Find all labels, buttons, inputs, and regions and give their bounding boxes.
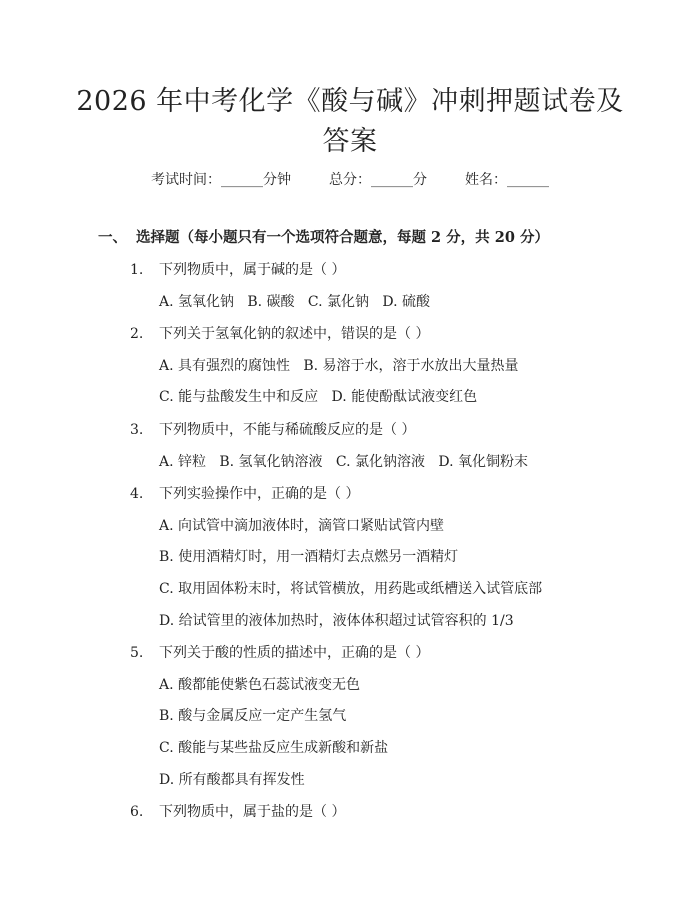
exam-time-field: 考试时间：______分钟 xyxy=(151,172,291,188)
question-stem: 下列物质中，属于盐的是（ ） xyxy=(159,804,346,820)
question-2-options-ab: A. 具有强烈的腐蚀性 B. 易溶于水，溶于水放出大量热量 xyxy=(159,358,519,374)
question-stem: 下列关于酸的性质的描述中，正确的是（ ） xyxy=(159,645,430,661)
section-number: 一、 xyxy=(98,229,127,246)
question-stem: 下列关于氢氧化钠的叙述中，错误的是（ ） xyxy=(159,326,430,342)
question-number: 5. xyxy=(130,645,144,661)
question-stem: 下列实验操作中，正确的是（ ） xyxy=(159,486,360,502)
question-4-option-a: A. 向试管中滴加液体时，滴管口紧贴试管内壁 xyxy=(159,518,445,534)
question-5-option-b: B. 酸与金属反应一定产生氢气 xyxy=(159,708,347,724)
question-5 xyxy=(130,643,429,663)
question-4 xyxy=(130,484,359,504)
question-5-option-d: D. 所有酸都具有挥发性 xyxy=(159,772,305,788)
question-1 xyxy=(130,260,345,280)
question-3-options: A. 锌粒 B. 氢氧化钠溶液 C. 氯化钠溶液 D. 氧化铜粉末 xyxy=(159,454,528,470)
name-field: 姓名：______ xyxy=(465,172,549,188)
question-stem: 下列物质中，属于碱的是（ ） xyxy=(159,262,346,278)
title-line-1: 2026 年中考化学《酸与碱》冲刺押题试卷及 xyxy=(76,86,624,117)
question-number: 4. xyxy=(130,486,144,502)
question-number: 2. xyxy=(130,326,144,342)
exam-title xyxy=(70,82,630,162)
question-stem: 下列物质中，不能与稀硫酸反应的是（ ） xyxy=(159,422,416,438)
question-6 xyxy=(130,802,345,822)
question-3 xyxy=(130,420,415,440)
question-4-option-b: B. 使用酒精灯时，用一酒精灯去点燃另一酒精灯 xyxy=(159,549,459,565)
question-number: 3. xyxy=(130,422,144,438)
question-5-option-a: A. 酸都能使紫色石蕊试液变无色 xyxy=(159,677,361,693)
title-line-2: 答案 xyxy=(322,126,378,157)
total-score-field: 总分：______分 xyxy=(329,172,427,188)
question-number: 1. xyxy=(130,262,144,278)
question-4-option-d: D. 给试管里的液体加热时，液体体积超过试管容积的 1/3 xyxy=(159,613,514,629)
question-2-options-cd: C. 能与盐酸发生中和反应 D. 能使酚酞试液变红色 xyxy=(159,389,478,405)
section-text: 选择题（每小题只有一个选项符合题意，每题 2 分，共 20 分） xyxy=(136,229,549,246)
question-1-options: A. 氢氧化钠 B. 碳酸 C. 氯化钠 D. 硫酸 xyxy=(159,294,430,310)
question-2 xyxy=(130,324,429,344)
question-4-option-c: C. 取用固体粉末时，将试管横放，用药匙或纸槽送入试管底部 xyxy=(159,581,543,597)
section-heading xyxy=(98,228,549,248)
question-number: 6. xyxy=(130,804,144,820)
exam-info-line xyxy=(0,170,700,190)
question-5-option-c: C. 酸能与某些盐反应生成新酸和新盐 xyxy=(159,740,389,756)
